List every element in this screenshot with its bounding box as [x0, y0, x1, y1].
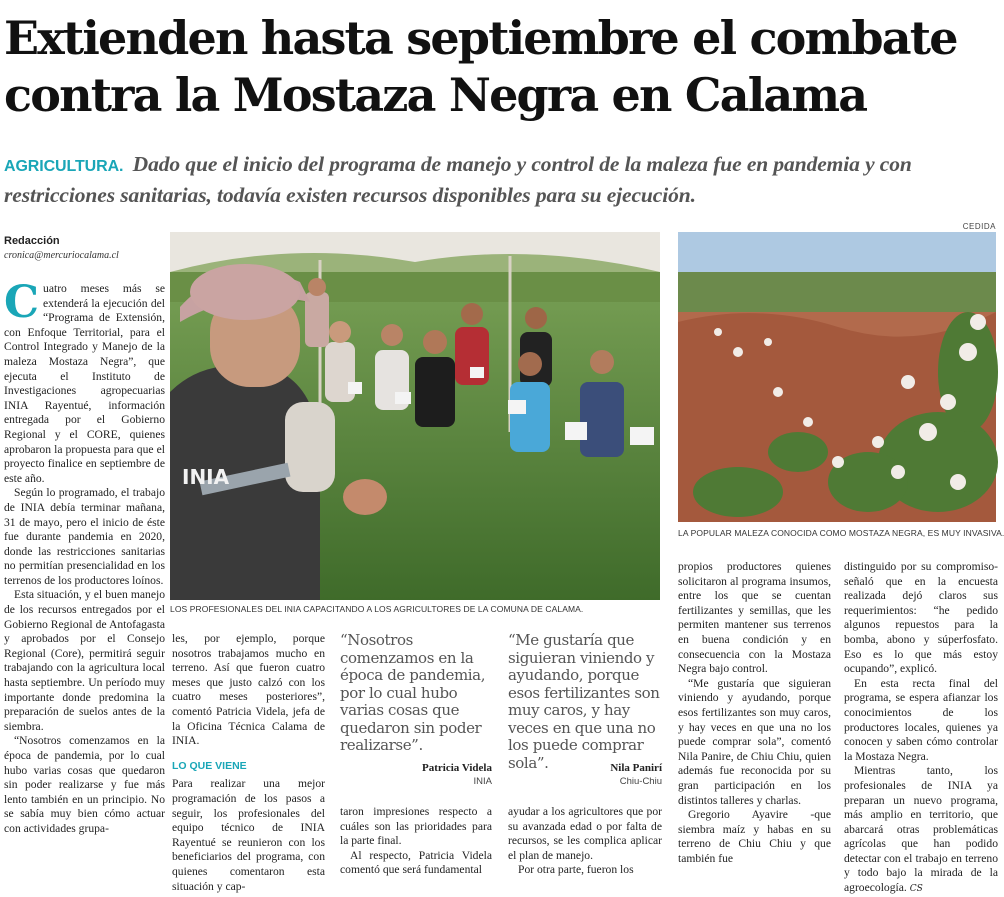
col1-paragraph-2: Según lo programado, el trabajo de INIA debía terminar mañana, 31 de mayo, pero el inicio de éste fue durante pandemia en 2020, donde las restricciones sanitarias no permitían presencialidad en los terrenos de los productores loínos. [4, 486, 165, 587]
article-column-3 [340, 805, 492, 878]
mustard-weed-illustration [678, 232, 996, 522]
side-photo [678, 232, 996, 522]
article-column-5 [678, 560, 831, 866]
drop-cap: C [4, 277, 40, 328]
section-label: AGRICULTURA. [4, 158, 124, 175]
col3-paragraph-2: Al respecto, Patricia Videla comentó que será fundamental [340, 848, 492, 877]
pull-quote-videla: “Nosotros comenzamos en la época de pandemia, por lo cual hubo varias cosas que quedaron sin poder realizarse”. [340, 631, 486, 754]
col1-paragraph-1: uatro meses más se extenderá la ejecución del “Programa de Extensión, con Enfoque Territorial, para el Control Integrado y Manejo de la maleza Mostaza Negra”, que ejecuta el Instituto de Investigaciones agropecuarias INIA Rayentué, información entregada por el Gobierno Regional y el CORE, quienes aprobaron la propuesta para que el proyecto finalice en septiembre de este año. [4, 282, 165, 485]
byline [4, 235, 166, 261]
quote-author-role: INIA [473, 776, 492, 787]
col6-paragraph-2: En esta recta final del programa, se espera afianzar los conocimientos de los productores locales, quienes ya conocen y saben cómo controlar la Mostaza Negra. [844, 676, 998, 763]
headline-line-2: contra la Mostaza Negra en Calama [4, 68, 867, 122]
main-photo-caption: LOS PROFESIONALES DEL INIA CAPACITANDO A LOS AGRICULTORES DE LA COMUNA DE CALAMA. [170, 604, 584, 614]
headline-line-1: Extienden hasta septiembre el combate [4, 11, 957, 65]
photo-credit: CEDIDA [962, 222, 996, 231]
byline-name: Redacción [4, 235, 60, 247]
headline [4, 10, 998, 124]
col4-paragraph-1: ayudar a los agricultores que por su avanzada edad o por falta de recursos, se les complica aplicar el plan de manejo. [508, 805, 662, 862]
col2-paragraph-1: les, por ejemplo, porque nosotros trabajamos mucho en terreno. Así que fueron cuatro meses que justo calzó con los cuatro meses posteriores”, comentó Patricia Videla, jefa de la Oficina Técnica Calama de INIA. [172, 632, 325, 748]
main-photo [170, 232, 660, 600]
quote-author-role: Chiu-Chiu [619, 776, 662, 787]
quote-author-name: Nila Panirí [610, 762, 662, 774]
vest-label: INIA [182, 465, 230, 489]
lead-text: Dado que el inicio del programa de manejo y control de la maleza fue en pandemia y con restricciones sanitarias, todavía existen recursos disponibles para su ejecución. [4, 152, 912, 207]
pull-quote-panire: “Me gustaría que siguieran viniendo y ayudando, porque esos fertilizantes son muy caros, y hay veces en que una no los puede comprar sola”. [508, 631, 660, 772]
article-column-2 [172, 632, 325, 894]
article-column-1 [4, 277, 165, 837]
col1-paragraph-3: Esta situación, y el buen manejo de los recursos entregados por el Gobierno Regional de Antofagasta y aprobados por el Consejo Regional (Core), permitirá seguir trabajando con la agricultura local hasta septiembre. Un período muy importante donde predomina la preparación de suelos antes de la siembra. [4, 588, 165, 733]
lead-paragraph [4, 150, 998, 210]
subheading-lo-que-viene: LO QUE VIENE [172, 759, 247, 772]
col4-paragraph-2: Por otra parte, fueron los [518, 863, 634, 877]
col6-paragraph-3-text: Mientras tanto, los profesionales de INIA ya preparan un nuevo programa, más amplio en territorio, que abarcará otras problemáticas agrícolas que han podido detectar con el trabajo en terreno y todo bajo la mirada de la agroecología. [844, 764, 998, 895]
end-mark: CS [909, 884, 923, 895]
col6-paragraph-1: distinguido por su compromiso- señaló que en la encuesta realizada dejó claros sus requerimientos: “he pedido algunos repuestos para la bomba, abono y súperfosfato. Eso es lo que más estoy ocupando”, explicó. [844, 560, 998, 676]
col3-paragraph-1: taron impresiones respecto a cuáles son las prioridades para la parte final. [340, 805, 492, 848]
col5-paragraph-1: propios productores quienes solicitaron al programa insumos, entre los que se cuentan fertilizantes y semillas, que les permiten mantener sus terrenos en buena condición y en consecuencia con la Mostaza Negra bajo control. [678, 560, 831, 676]
col5-paragraph-3: Gregorio Ayavire -que siembra maíz y habas en su terreno de Chiu Chiu y que también fue [678, 808, 831, 865]
quote-author-name: Patricia Videla [422, 762, 492, 774]
article-column-4 [508, 805, 662, 878]
col2-paragraph-2: Para realizar una mejor programación de los pasos a seguir, los profesionales del equipo técnico de INIA Rayentué se reunieron con los beneficiarios del programa, con quienes comentaron esta situación y cap- [172, 777, 325, 893]
byline-email: cronica@mercuriocalama.cl [4, 250, 119, 261]
col6-paragraph-3 [844, 764, 998, 896]
col1-paragraph-4: “Nosotros comenzamos en la época de pandemia, por lo cual hubo varias cosas que quedaron sin poder realizarse y fue más lento también en un principio. No se sabía muy bien cómo actuar con actividades grupa- [4, 734, 165, 835]
quote-author-panire [508, 762, 662, 787]
article-column-6 [844, 560, 998, 897]
workshop-illustration [170, 232, 660, 600]
col5-paragraph-2: “Me gustaría que siguieran viniendo y ayudando, porque esos fertilizantes son muy caros, y hay veces en que una no los puede comprar sola”, comentó Nila Panire, de Chiu Chiu, quien además fue reconocida por su gran participación en los distintos talleres y charlas. [678, 676, 831, 807]
side-photo-caption: LA POPULAR MALEZA CONOCIDA COMO MOSTAZA NEGRA, ES MUY INVASIVA. [678, 528, 1004, 538]
quote-author-videla [340, 762, 492, 787]
